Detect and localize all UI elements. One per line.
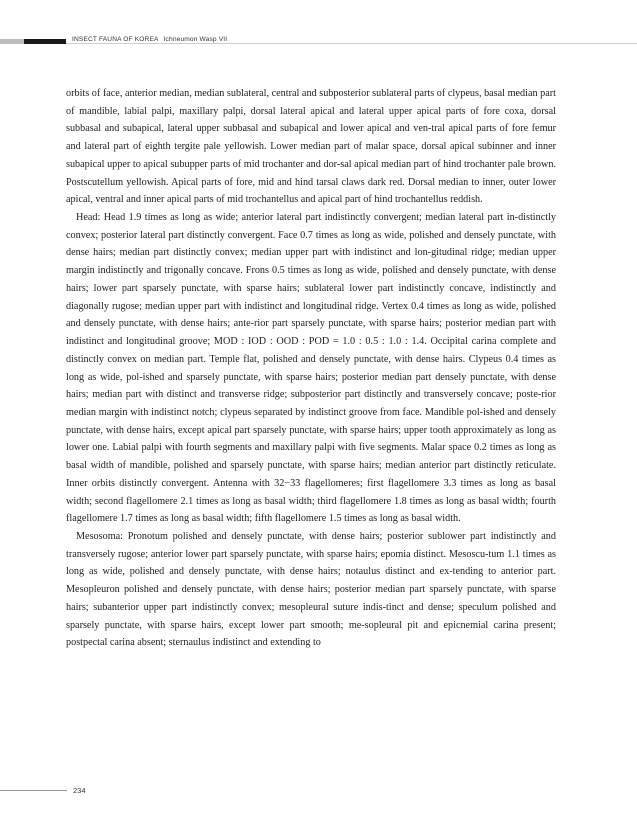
paragraph-head: Head: Head 1.9 times as long as wide; anterior lateral part indistinctly convergent; median lateral part in-distinctly convex; posterior lateral part distinctly convergent. Face 0.7 times as long as wide, polished and densely punctate, with dense hairs; median part distinctly convex; median upper part with indistinct and lon-gitudinal ridge; median upper margin indistinctly and trigonally concave. Frons 0.5 times as long as wide, polished and densely punctate, with dense hairs; lower part sparsely punctate, with sparse hairs; sublateral lower part indistinctly concave, indistinctly and diagonally rugose; median upper part with indistinct and longitudinal ridge. Vertex 0.4 times as long as wide, polished and densely punctate, with dense hairs; ante-rior part sparsely punctate, with sparse hairs; posterior median part with indistinct and longitudinal groove; MOD : IOD : OOD : POD = 1.0 : 0.5 : 1.0 : 1.4. Occipital carina complete and distinctly convex on median part. Temple flat, polished and densely punctate, with dense hairs. Clypeus 0.4 times as long as wide, pol-ished and sparsely punctate, with sparse hairs; posterior median part densely punctate, with dense hairs; median part with distinct and transverse ridge; subposterior part distinctly and transversely concave; poste-rior median margin with indistinct notch; clypeus separated by indistinct groove from face. Mandible pol-ished and densely punctate, with dense hairs, except apical part sparsely punctate, with sparse hairs; upper tooth approximately as long as lower one. Labial palpi with fourth segments and maxillary palpi with five segments. Malar space 0.2 times as long as basal width of mandible, polished and sparsely punctate, with sparse hairs; median anterior part distinctly reticulate. Inner orbits distinctly convergent. Antenna with 32−33 flagellomeres; first flagellomere 3.3 times as long as basal width; second flagellomere 2.1 times as long as basal width; third flagellomere 1.8 times as long as basal width; fourth flagellomere 1.7 times as long as basal width; fifth flagellomere 1.5 times as long as basal width. <box>66 212 556 525</box>
header-series-title: INSECT FAUNA OF KOREA <box>72 36 159 43</box>
header-bar-gray <box>0 39 24 44</box>
page-number: 234 <box>73 786 86 795</box>
paragraph-mesosoma: Mesosoma: Pronotum polished and densely punctate, with dense hairs; posterior sublower part indistinctly and transversely rugose; anterior lower part sparsely punctate, with sparse hairs; epomia distinct. Mesoscu-tum 1.1 times as long as wide, polished and densely punctate, with dense hairs; notaulus distinct and ex-tending to anterior part. Mesopleuron polished and densely punctate, with dense hairs; posterior median part sparsely punctate, with sparse hairs; subanterior upper part indistinctly convex; mesopleural suture indis-tinct and dense; speculum polished and sparsely punctate, with sparse hairs, except lower part smooth; me-sopleural pit and epicnemial carina present; postpectal carina absent; sternaulus indistinct and extending to <box>66 530 556 649</box>
header-rule <box>66 43 637 44</box>
header-volume-title: Ichneumon Wasp VII <box>163 36 228 43</box>
paragraph-coloration: orbits of face, anterior median, median sublateral, central and subposterior sublateral parts of clypeus, basal median part of mandible, labial palpi, maxillary palpi, dorsal lateral apical and lateral upper apical parts of fore coxa, dorsal subbasal and subapical, lateral upper subbasal and subapical and lower apical and ven-tral apical parts of fore femur and lateral part of eighth tergite pale yellowish. Lower median part of malar space, dorsal apical subinner and inner subapical upper to apical subupper parts of mid trochanter and dor-sal apical median part of hind trochanter pale brown. Postscutellum yellowish. Apical parts of fore, mid and hind tarsal claws dark red. Dorsal median to inner, outer lower apical, ventral and inner apical parts of mid trochantellus and apical part of hind trochantellus reddish. <box>66 88 556 206</box>
body-text <box>66 85 556 652</box>
running-header <box>72 36 227 43</box>
header-bar-black <box>24 39 66 44</box>
footer-rule <box>0 790 67 791</box>
